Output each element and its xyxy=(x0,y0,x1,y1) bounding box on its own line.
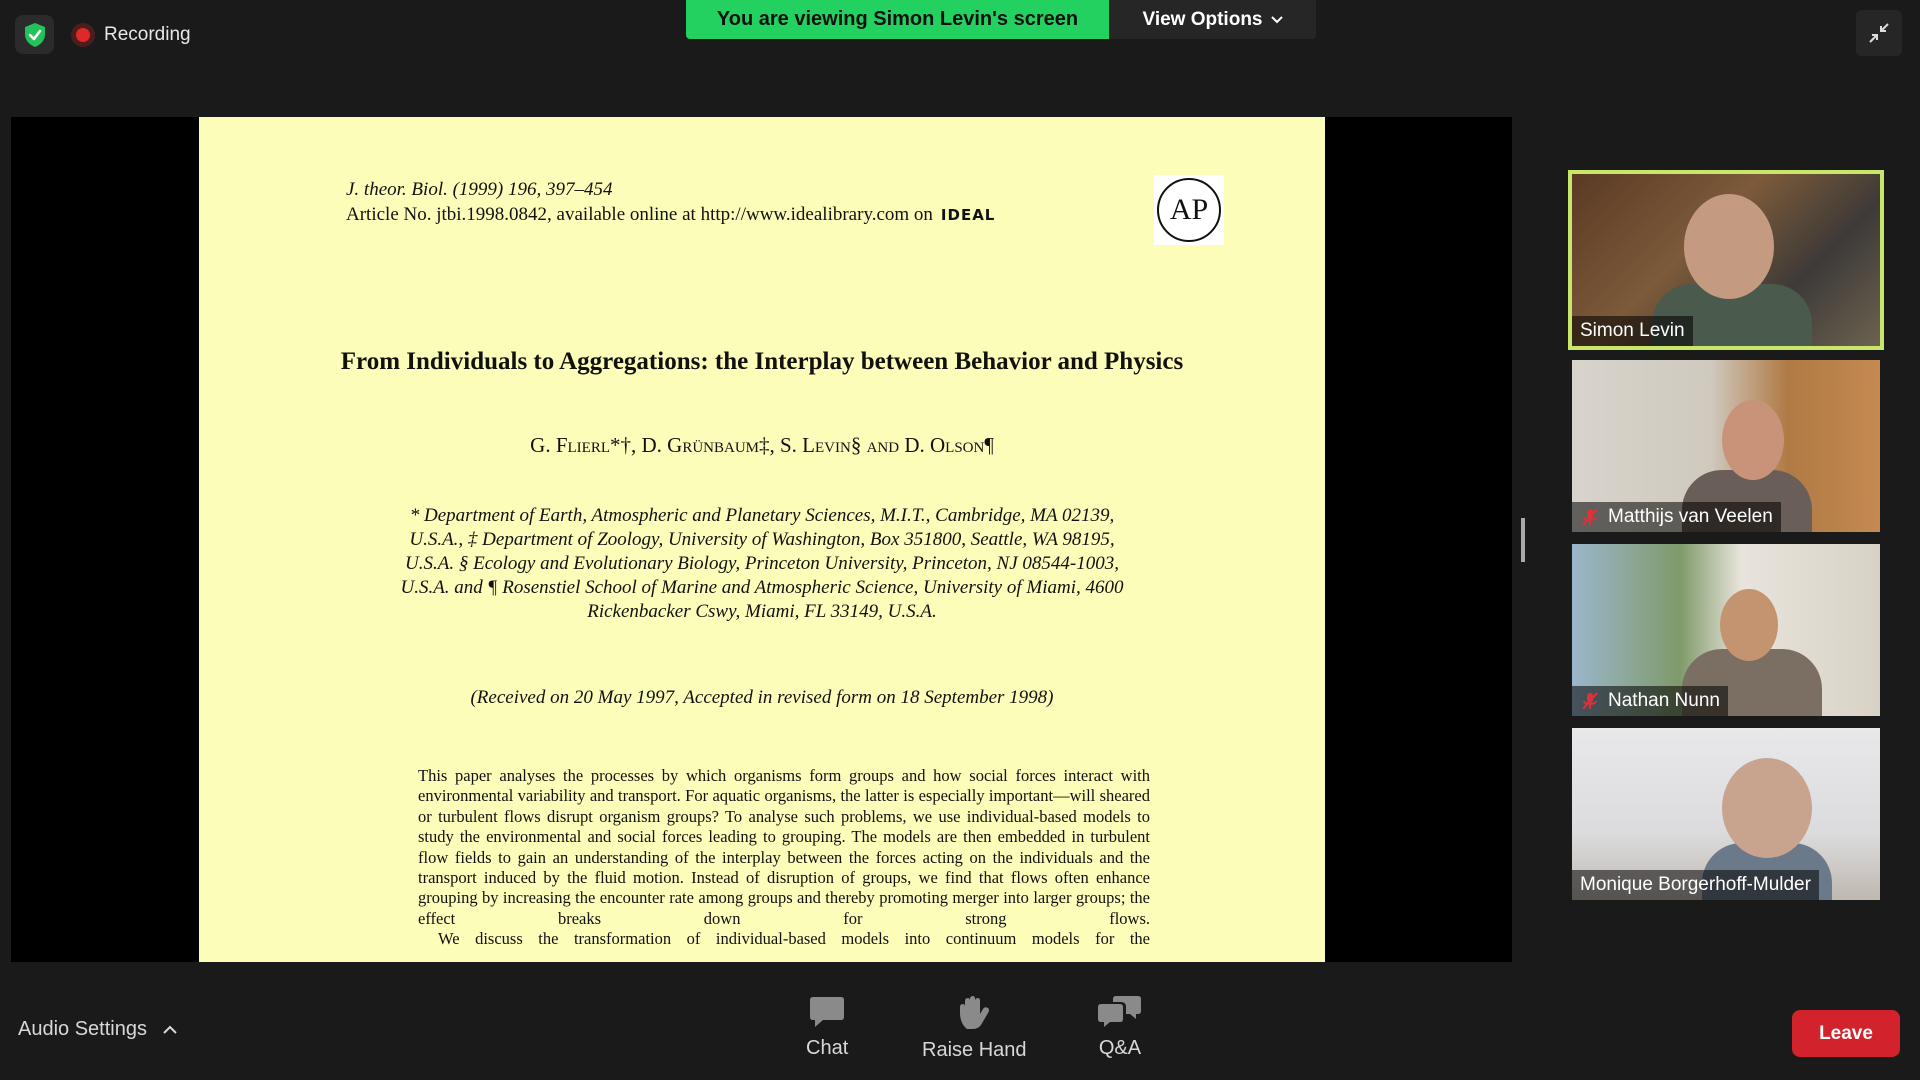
raise-hand-icon xyxy=(957,995,991,1031)
recording-indicator[interactable] xyxy=(76,20,191,50)
qa-label: Q&A xyxy=(1098,1037,1142,1059)
mic-muted-icon xyxy=(1580,691,1600,711)
journal-citation xyxy=(346,177,995,228)
recording-label: Recording xyxy=(104,24,191,45)
journal-line-1: J. theor. Biol. (1999) 196, 397–454 xyxy=(346,179,613,200)
raise-hand-label: Raise Hand xyxy=(922,1039,1027,1061)
participant-tile[interactable] xyxy=(1572,728,1880,900)
participant-name-tag xyxy=(1572,686,1728,716)
chevron-up-icon xyxy=(163,1025,177,1034)
participant-name: Matthijs van Veelen xyxy=(1608,506,1773,527)
view-options-label: View Options xyxy=(1142,8,1263,30)
participant-name: Simon Levin xyxy=(1580,320,1685,341)
paper-abstract xyxy=(418,766,1150,950)
paper-affiliations: * Department of Earth, Atmospheric and Planetary Sciences, M.I.T., Cambridge, MA 02139, U.S.A., ‡ Department of Zoology, University of Washington, Box 351800, Seattle, WA 98195, U.S.A. § Ecology and Evolutionary Biology, Princeton University, Princeton, NJ 08544-1003, U.S.A. and ¶ Rosenstiel School of Marine and Atmospheric Science, University of Miami, 4600 Rickenbacker Cswy, Miami, FL 33149, U.S.A. xyxy=(400,505,1124,622)
exit-fullscreen-button[interactable] xyxy=(1856,10,1902,56)
participant-name-tag xyxy=(1572,316,1693,346)
paper-received-date: (Received on 20 May 1997, Accepted in revised form on 18 September 1998) xyxy=(470,687,1054,708)
security-shield-icon[interactable] xyxy=(15,15,54,54)
participant-face xyxy=(1722,400,1784,480)
chat-bubble-icon xyxy=(809,995,845,1029)
participant-face xyxy=(1722,758,1812,858)
leave-button[interactable]: Leave xyxy=(1792,1010,1900,1057)
ideal-logo: IDEAL xyxy=(940,206,996,224)
view-options-button[interactable] xyxy=(1109,0,1316,39)
paper-authors: G. Flierl*†, D. Grünbaum‡, S. Levin§ and D. Olson¶ xyxy=(530,433,994,457)
abstract-paragraph-1: This paper analyses the processes by which organisms form groups and how social forces interact with environmental variability and transport. For aquatic organisms, the latter is especially important—will sheared or turbulent flows disrupt organism groups? To analyse such problems, we use individual-based models to study the environmental and social forces leading to grouping. The models are then embedded in turbulent flow fields to gain an understanding of the interplay between the forces acting on the individuals and the transport induced by the fluid motion. Instead of disruption of groups, we find that flows often enhance grouping by increasing the encounter rate among groups and thereby promoting merger into larger groups; the effect breaks down for strong flows. xyxy=(418,766,1150,928)
participant-name-tag xyxy=(1572,502,1781,532)
publisher-logo-mark: AP xyxy=(1157,178,1221,242)
participant-face xyxy=(1720,589,1778,661)
participant-name: Nathan Nunn xyxy=(1608,690,1720,711)
mic-muted-icon xyxy=(1580,507,1600,527)
raise-hand-button[interactable] xyxy=(922,995,1027,1062)
chevron-down-icon xyxy=(1271,16,1283,24)
abstract-paragraph-2: We discuss the transformation of individual-based models into continuum models for the xyxy=(438,929,1150,949)
journal-line-2 xyxy=(346,202,995,228)
chat-button[interactable] xyxy=(806,995,848,1060)
recording-dot-icon xyxy=(76,28,90,42)
journal-line-2-text: Article No. jtbi.1998.0842, available online at http://www.idealibrary.com on xyxy=(346,204,933,225)
participant-tile[interactable] xyxy=(1572,360,1880,532)
shared-screen[interactable] xyxy=(11,117,1512,962)
minimize-arrows-icon xyxy=(1868,22,1890,44)
screen-share-banner: You are viewing Simon Levin's screen xyxy=(686,0,1109,39)
chat-label: Chat xyxy=(806,1037,849,1059)
participant-name-tag xyxy=(1572,870,1819,900)
audio-settings-label: Audio Settings xyxy=(18,1018,147,1040)
participant-name: Monique Borgerhoff-Mulder xyxy=(1580,874,1811,895)
pdf-page xyxy=(199,117,1325,962)
participant-tile[interactable] xyxy=(1572,174,1880,346)
qa-bubbles-icon xyxy=(1098,995,1142,1029)
publisher-logo xyxy=(1154,175,1224,245)
participant-face xyxy=(1684,194,1774,299)
paper-title: From Individuals to Aggregations: the Interplay between Behavior and Physics xyxy=(340,348,1184,375)
panel-resize-handle[interactable] xyxy=(1521,518,1525,562)
audio-settings-button[interactable] xyxy=(18,1018,177,1041)
qa-button[interactable] xyxy=(1098,995,1142,1060)
participant-tile[interactable] xyxy=(1572,544,1880,716)
